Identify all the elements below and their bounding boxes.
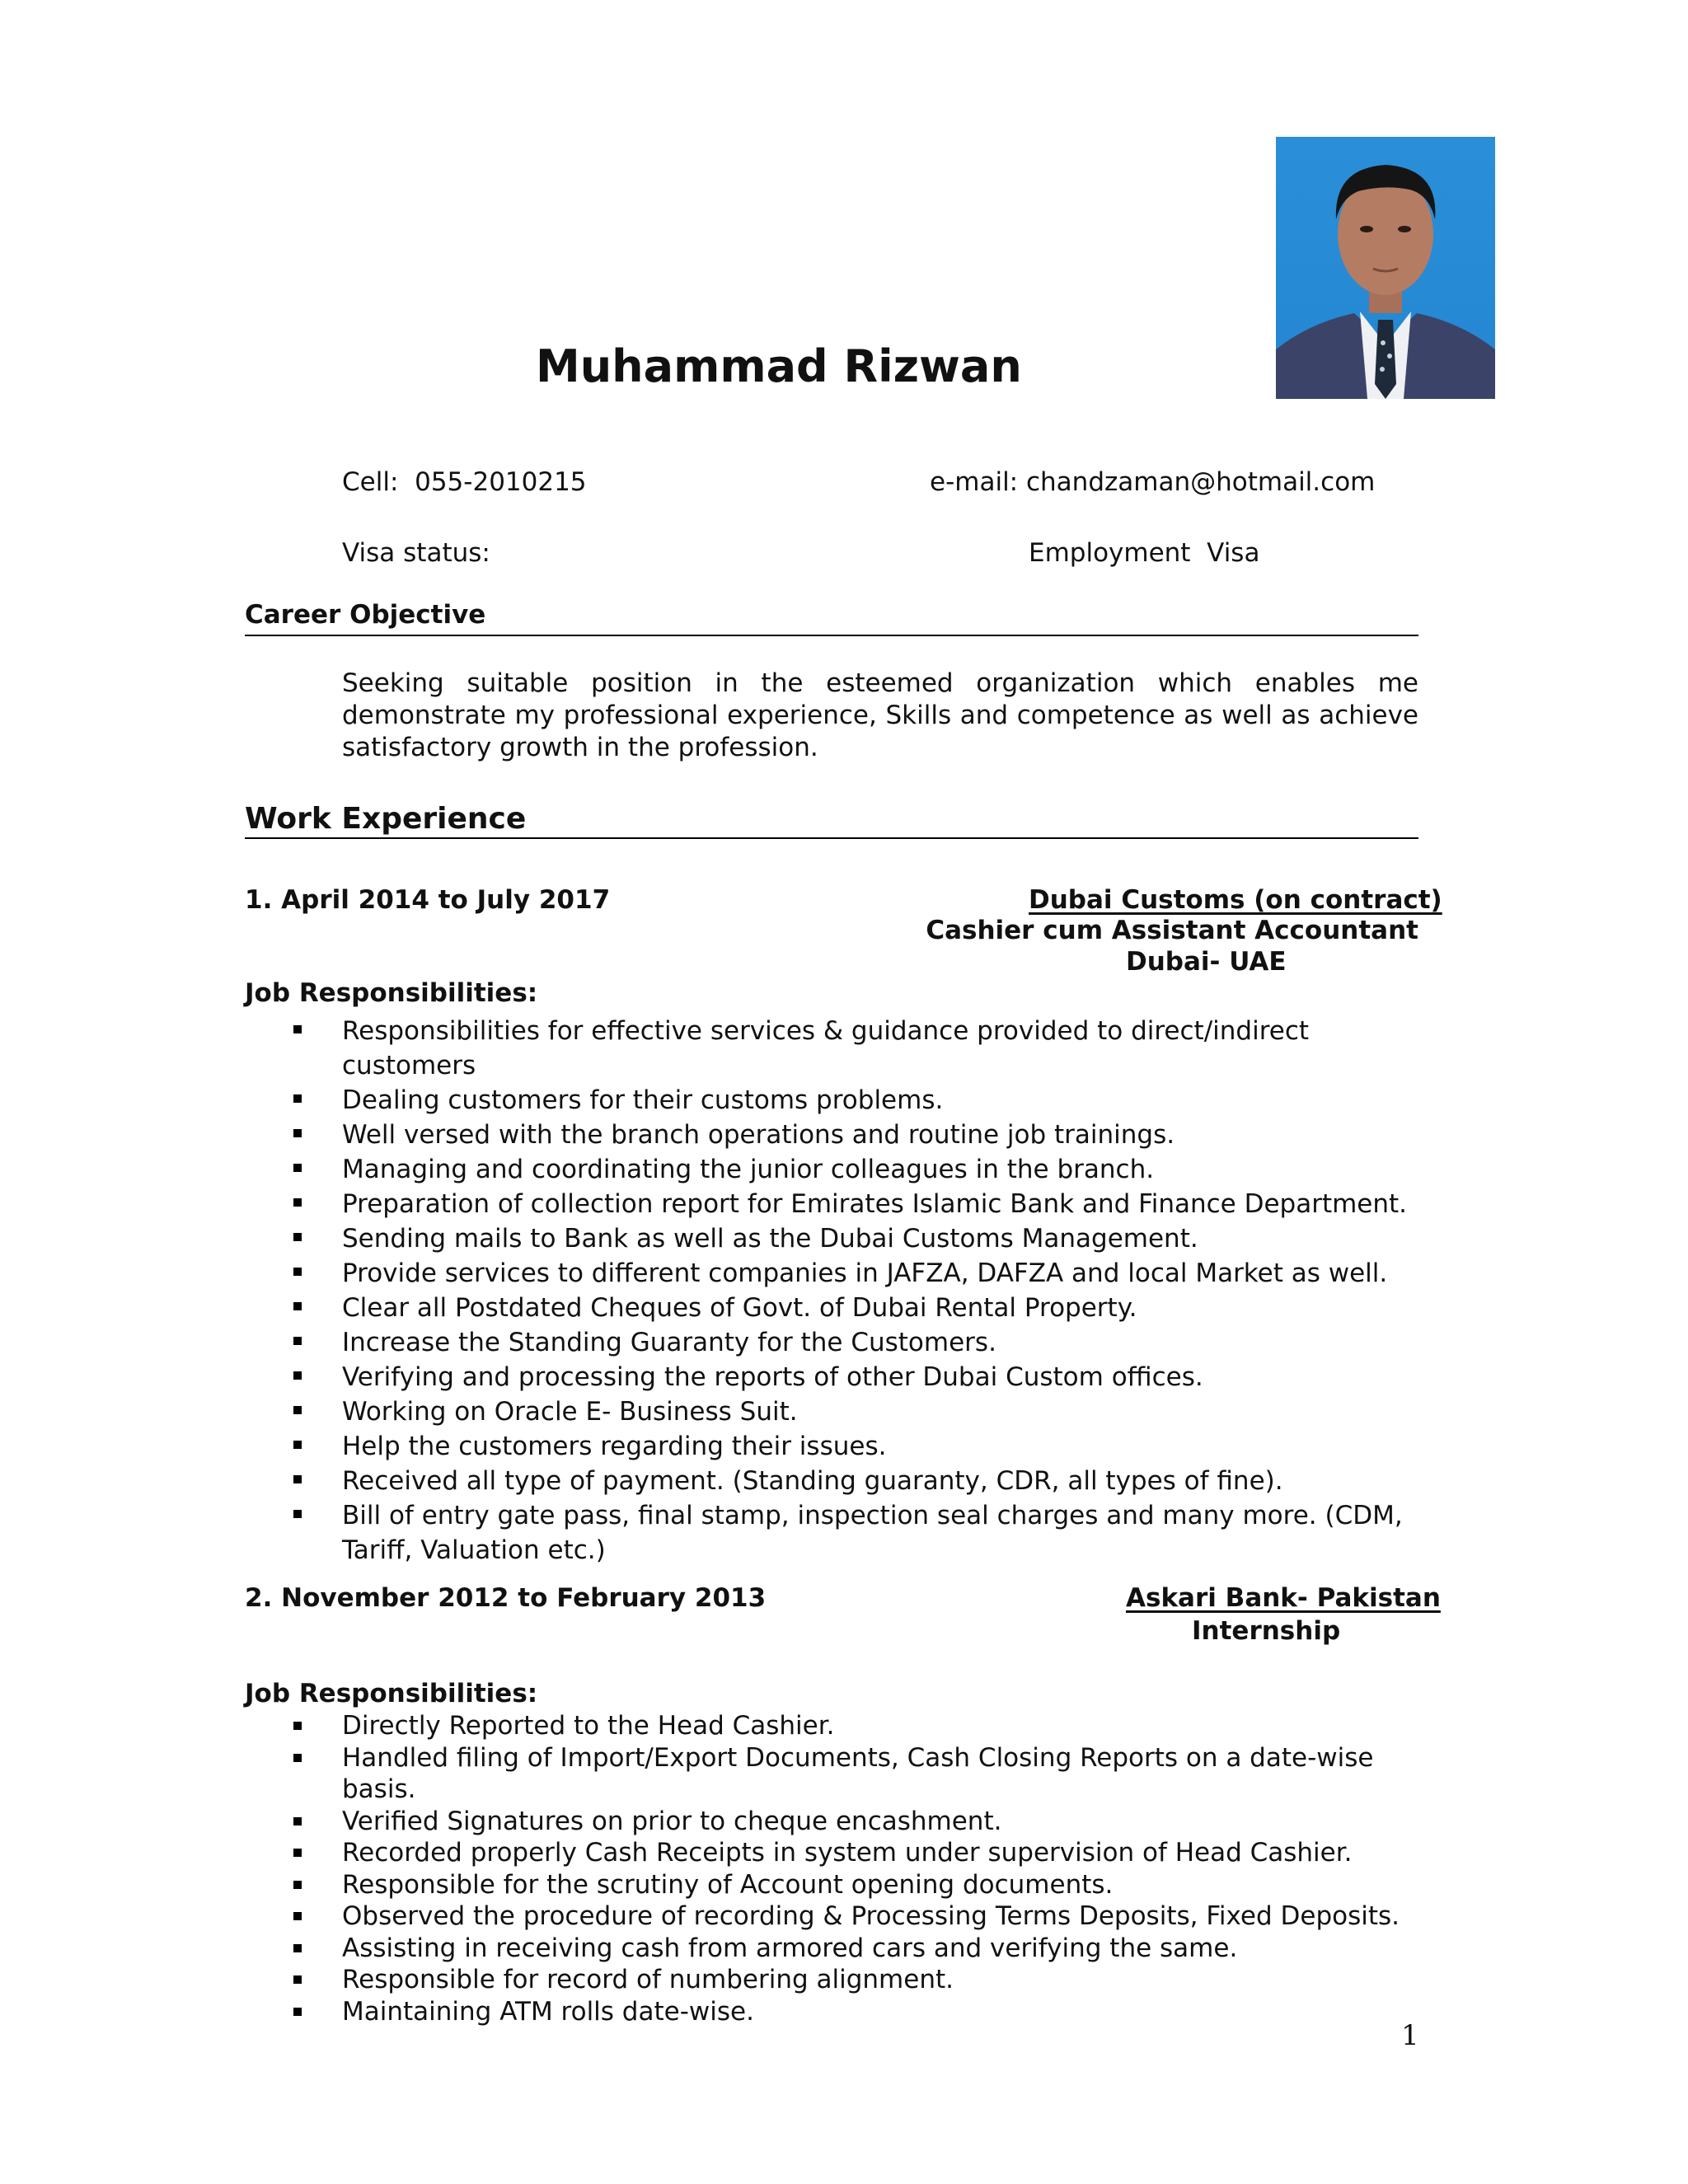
job-2-responsibilities-label: Job Responsibilities: <box>245 1679 538 1708</box>
cell-row <box>342 466 587 498</box>
job-2-responsibilities-list <box>0 1710 1414 2027</box>
job-2-company: Askari Bank- Pakistan <box>1126 1583 1441 1613</box>
list-item: Verified Signatures on prior to cheque encashment. <box>0 1806 1414 1838</box>
list-item: Increase the Standing Guaranty for the Customers. <box>0 1325 1414 1360</box>
candidate-name: Muhammad Rizwan <box>536 340 1022 392</box>
portrait-photo-icon <box>1276 137 1495 399</box>
list-item: Responsible for the scrutiny of Account opening documents. <box>0 1869 1414 1901</box>
list-item: Directly Reported to the Head Cashier. <box>0 1710 1414 1742</box>
work-experience-title: Work Experience <box>245 802 527 836</box>
list-item: Managing and coordinating the junior colleagues in the branch. <box>0 1152 1414 1187</box>
career-objective-text: Seeking suitable position in the esteemed organization which enables me demonstrate my professional experience, Skills and competence as well as achieve satisfactory growth in the profession. <box>342 668 1418 762</box>
career-objective-divider <box>245 635 1418 636</box>
job-2-role: Internship <box>1192 1616 1341 1646</box>
work-experience-divider <box>245 837 1418 839</box>
list-item: Maintaining ATM rolls date-wise. <box>0 1996 1414 2028</box>
list-item: Sending mails to Bank as well as the Dubai Customs Management. <box>0 1221 1414 1256</box>
cell-label: Cell: <box>342 467 399 497</box>
page-number: 1 <box>1401 2019 1419 2052</box>
cell-value: 055-2010215 <box>415 467 587 497</box>
list-item: Responsibilities for effective services & guidance provided to direct/indirect customers <box>0 1014 1414 1083</box>
list-item: Handled filing of Import/Export Documents, Cash Closing Reports on a date-wise basis. <box>0 1742 1414 1806</box>
job-1-role: Cashier cum Assistant Accountant <box>926 916 1418 945</box>
list-item: Clear all Postdated Cheques of Govt. of Dubai Rental Property. <box>0 1291 1414 1325</box>
list-item: Received all type of payment. (Standing guaranty, CDR, all types of fine). <box>0 1464 1414 1498</box>
list-item: Observed the procedure of recording & Processing Terms Deposits, Fixed Deposits. <box>0 1900 1414 1933</box>
list-item: Preparation of collection report for Emirates Islamic Bank and Finance Department. <box>0 1187 1414 1221</box>
job-1-responsibilities-list <box>0 1014 1414 1568</box>
job-1-responsibilities-label: Job Responsibilities: <box>245 978 538 1008</box>
list-item: Help the customers regarding their issues. <box>0 1429 1414 1464</box>
list-item: Verifying and processing the reports of other Dubai Custom offices. <box>0 1360 1414 1394</box>
job-2-period: 2. November 2012 to February 2013 <box>245 1583 767 1613</box>
job-1-company: Dubai Customs (on contract) <box>1029 885 1442 915</box>
list-item: Recorded properly Cash Receipts in system under supervision of Head Cashier. <box>0 1837 1414 1869</box>
list-item: Dealing customers for their customs problems. <box>0 1083 1414 1118</box>
job-1-location: Dubai- UAE <box>1126 947 1287 977</box>
list-item: Responsible for record of numbering alignment. <box>0 1964 1414 1996</box>
list-item: Bill of entry gate pass, final stamp, inspection seal charges and many more. (CDM, Tariff, Valuation etc.) <box>0 1498 1414 1568</box>
career-objective-title: Career Objective <box>245 600 486 630</box>
list-item: Working on Oracle E- Business Suit. <box>0 1394 1414 1429</box>
email-value: chandzaman@hotmail.com <box>1025 467 1376 497</box>
visa-label: Visa status: <box>342 538 490 568</box>
profile-photo <box>1276 137 1495 399</box>
list-item: Well versed with the branch operations and routine job trainings. <box>0 1118 1414 1152</box>
job-1-period: 1. April 2014 to July 2017 <box>245 885 611 915</box>
email-label: e-mail: <box>930 467 1019 497</box>
email-row <box>930 466 1375 498</box>
list-item: Provide services to different companies in JAFZA, DAFZA and local Market as well. <box>0 1256 1414 1291</box>
list-item: Assisting in receiving cash from armored cars and verifying the same. <box>0 1933 1414 1965</box>
visa-value: Employment Visa <box>1029 538 1260 568</box>
